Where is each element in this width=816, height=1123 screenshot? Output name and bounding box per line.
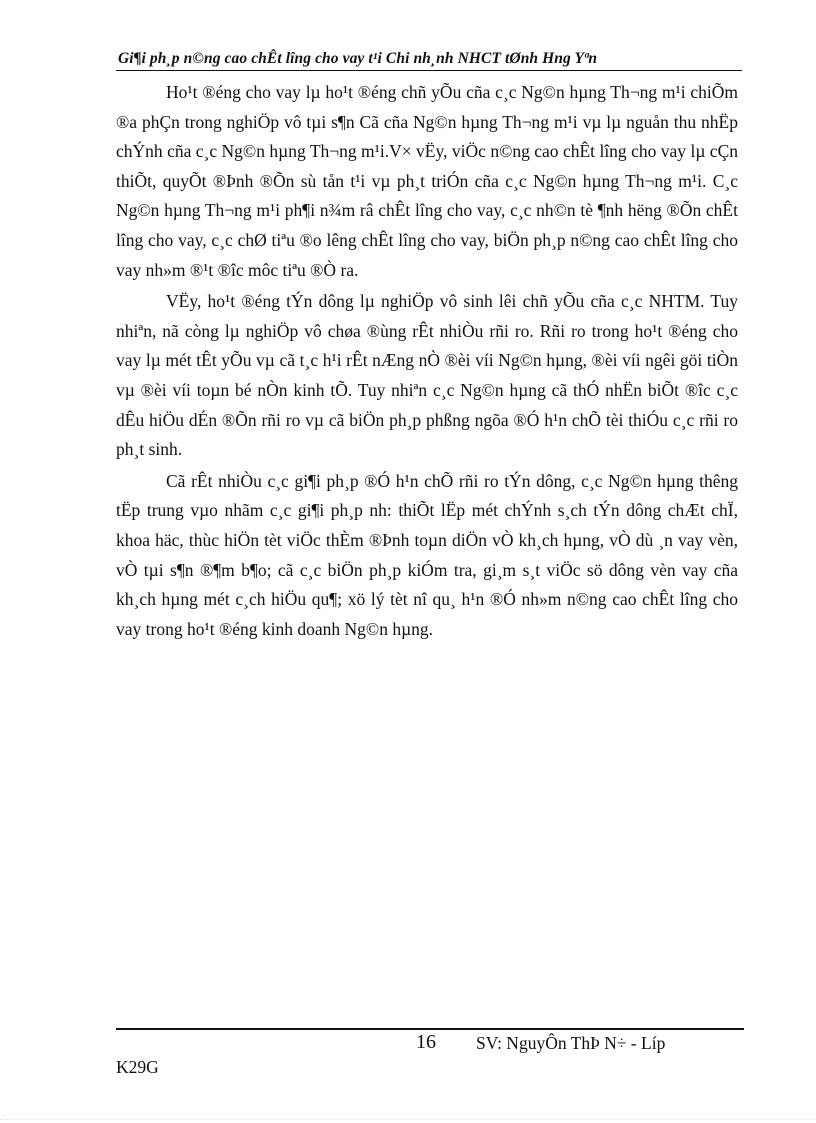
page-bottom-edge	[0, 1119, 816, 1120]
footer-divider	[116, 1028, 744, 1030]
page-number: 16	[416, 1031, 436, 1053]
paragraph-3: Cã rÊt nhiÒu c¸c gi¶i ph¸p ®Ó h¹n chÕ rñi ro tÝn dông, c¸c Ng©n hµng thêng tËp trung vµo nhãm c¸c gi¶i ph¸p nh: thiÕt lËp mét chÝnh s¸ch tÝn dông chÆt chÏ, khoa häc, thùc hiÖn tèt viÖc thÈm ®Þnh toµn diÖn vÒ kh¸ch hµng, vÒ dù ¸n vay vèn, vÒ tµi s¶n ®¶m b¶o; cã c¸c biÖn ph¸p kiÓm tra, gi¸m s¸t viÖc sö dông vèn vay cña kh¸ch hµng mét c¸ch hiÖu qu¶; xö lý tèt nî qu¸ h¹n ®Ó nh»m n©ng cao chÊt lîng cho vay trong ho¹t ®éng kinh doanh Ng©n hµng.	[116, 470, 738, 639]
footer-student-line: SV: NguyÔn ThÞ N÷ - Líp	[476, 1033, 666, 1053]
header-divider	[116, 70, 742, 71]
paragraph-2: VËy, ho¹t ®éng tÝn dông lµ nghiÖp vô sinh lêi chñ yÕu cña c¸c NHTM. Tuy nhiªn, nã còng lµ nghiÖp vô chøa ®ùng rÊt nhiÒu rñi ro. Rñi ro trong ho¹t ®éng cho vay lµ mét tÊt yÕu vµ cã t¸c h¹i rÊt nÆng nÒ ®èi víi Ng©n hµng, ®èi víi ngêi göi tiÒn vµ ®èi víi toµn bé nÒn kinh tÕ. Tuy nhiªn c¸c Ng©n hµng cã thÓ nhËn biÕt ®îc c¸c dÊu hiÖu dÉn ®Õn rñi ro vµ cã biÖn ph¸p phßng ngõa ®Ó h¹n chÕ tèi thiÓu c¸c rñi ro ph¸t sinh.	[116, 291, 738, 460]
page-header-title: Gi¶i ph¸p n©ng cao chÊt lîng cho vay t¹i Chi nh¸nh NHCT tØnh Hng Yªn	[118, 50, 598, 67]
document-body	[116, 78, 738, 646]
footer-class-code: K29G	[116, 1057, 159, 1077]
paragraph-1: Ho¹t ®éng cho vay lµ ho¹t ®éng chñ yÕu cña c¸c Ng©n hµng Th¬ng m¹i chiÕm ®a phÇn trong nghiÖp vô tµi s¶n Cã cña Ng©n hµng Th¬ng m¹i vµ lµ nguån thu nhËp chÝnh cña c¸c Ng©n hµng Th¬ng m¹i.V× vËy, viÖc n©ng cao chÊt lîng cho vay lµ cÇn thiÕt, quyÕt ®Þnh ®Õn sù tån t¹i vµ ph¸t triÓn cña c¸c Ng©n hµng Th¬ng m¹i. C¸c Ng©n hµng Th¬ng m¹i ph¶i n¾m râ chÊt lîng cho vay, c¸c nh©n tè ¶nh hëng ®Õn chÊt lîng cho vay, c¸c chØ tiªu ®o lêng chÊt lîng cho vay, biÖn ph¸p n©ng cao chÊt lîng cho vay nh»m ®¹t ®îc môc tiªu ®Ò ra.	[116, 82, 738, 280]
